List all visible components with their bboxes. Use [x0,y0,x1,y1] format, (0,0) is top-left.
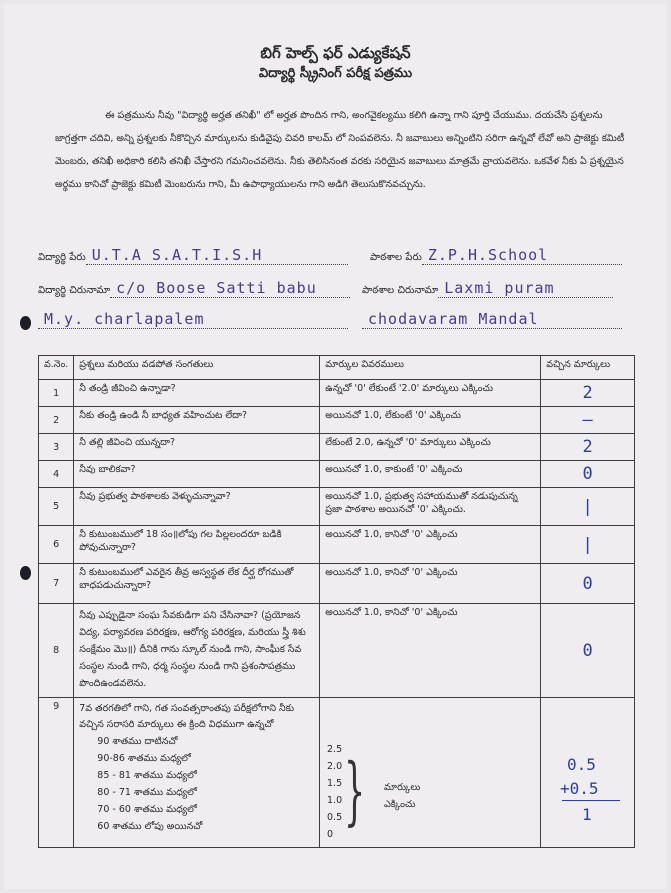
grade-item: 85 - 81 శాతము మధ్యలో [97,770,197,781]
grade-item: 90 శాతము దాటినచో [97,736,178,747]
address-line2-left-value: M.y. charlapalem [44,310,205,328]
grade-item: 90-86 శాతము మధ్యలో [97,753,191,764]
question: నీ కుటుంబములో 18 సం॥లోపు గల పిల్లలందరూ బడికి పోవుచున్నారా? [74,526,320,564]
table-row: 3 నీ తల్లి జీవించి యున్నదా? లేకుంటే 2.0, ఉన్నచో '0' మార్కులు ఎక్కించు 2 [39,434,635,461]
student-address-field[interactable] [38,279,350,298]
grade-list [79,733,314,835]
question-row9 [74,698,320,848]
marks-rule: అయినచో 1.0, కానిచో '0' ఎక్కించు [320,604,541,698]
question: నీవు ప్రభుత్వ పాఠశాలకు వెళ్ళుచున్నావా? [74,488,320,526]
address-line2-right-value: chodavaram Mandal [368,310,539,328]
marks-rule: అయినచో 1.0, కాకుంటే '0' ఎక్కించు [320,461,541,488]
school-address-label: పాఠశాల చిరునామా [362,285,439,296]
table-row: 6 నీ కుటుంబములో 18 సం॥లోపు గల పిల్లలందరూ బడికి పోవుచున్నారా? అయినచో 1.0, కానిచో '0' ఎక్కించు | [39,526,635,564]
punch-hole [20,316,31,330]
marks-rule: అయినచో 1.0, ప్రభుత్వ సహాయముతో నడుపుచున్న ప్రజా పాఠశాల అయినచో '0' ఎక్కించు. [320,488,541,526]
scale-value: 1.0 [327,795,343,806]
table-row: 1 నీ తండ్రి జీవించి ఉన్నాడా? ఉన్నచో '0' లేకుంటే '2.0' మార్కులు ఎక్కించు 2 [39,380,635,407]
row9-hand-score-3: 1 [582,805,592,824]
marks-rule: అయినచో 1.0, కానిచో '0' ఎక్కించు [320,526,541,564]
school-name-value: Z.P.H.School [427,246,549,264]
table-row: 2 నీకు తండ్రి ఉండి నీ బాధ్యత వహించుట లేదా? అయినచో 1.0, లేకుంటే '0' ఎక్కించు — [39,407,635,434]
question: నీవు బాలికవా? [74,461,320,488]
instructions-paragraph: ఈ పత్రమును నీవు "విద్యార్థి అర్హత తనిఖీ" లో అర్హత పొందిన గాని, అంగవైకల్యము కలిగి ఉన్నా గాని పూర్తి చేయుము. దయచేసి ప్రశ్నలను జాగ్రత్తగా చదివి, అన్ని ప్రశ్నలకు నీకొచ్చిన మార్కులను కుడివైపు చివరి కాలమ్ లో నింపవలెను. నీ జవాబులు అన్నింటిని సరిగా ఉన్నవో లేవో అని ప్రాజెక్టు కమిటీ మెంబరు, తనిఖీ అధికారి కలిసి తనిఖీ చేస్తారని గమనించవలెను. నీకు తెలిసినంత వరకు సరియైన జవాబులు మాత్రమే వ్రాయవలెను. ఒకవేళ నీకు ఏ ప్రశ్నయైన అర్థము కానిచో ప్రాజెక్టు కమిటీ మెంబరును గాని, మీ ఉపాధ్యాయులను గాని అడిగి తెలుసుకొనవచ్చును. [55,110,625,190]
form-title: విద్యార్థి స్క్రీనింగ్ పరీక్ష పత్రము [258,66,413,81]
question: 7వ తరగతిలో గాని, గత సంవత్సరాంతపు పరీక్షలోగాని నీకు వచ్చిన సరాసరి మార్కులు ఈ క్రింది విధముగా ఉన్నచో [79,703,294,730]
org-title: బిగ్ హెల్ప్ ఫర్ ఎడ్యుకేషన్ [260,44,411,62]
brace-glyph: } [344,748,366,834]
marks-rule: లేకుంటే 2.0, ఉన్నచో '0' మార్కులు ఎక్కించు [320,434,541,461]
grade-item: 80 - 71 శాతము మధ్యలో [97,787,197,798]
score-cell[interactable]: 0 [541,564,635,604]
score-cell[interactable]: — [541,407,635,434]
scale-value: 1.5 [327,778,343,789]
scale-value: 2.0 [327,761,343,772]
student-name-field[interactable] [38,246,348,265]
marks-rule: అయినచో 1.0, కానిచో '0' ఎక్కించు [320,564,541,604]
question: నీ తల్లి జీవించి యున్నదా? [74,434,320,461]
question: నీవు ఎప్పుడైనా సంఘ సేవకుడిగా పని చేసినావా? (ప్రయోజన విద్య, పర్యావరణ పరిరక్షణ, ఆరోగ్య పరిరక్షణ, మరియు స్త్రీ శిశు సంక్షేమం మొ॥) దీనికి గాను స్కూల్ నుండి గాని, సాంఘీక సేవ సంస్థల నుండి గాని, ధర్మ సంస్థల నుండి గాని ప్రశంసాపత్రము పొందిఉండవలెను. [74,604,320,698]
question: నీ తండ్రి జీవించి ఉన్నాడా? [74,380,320,407]
student-name-label: విద్యార్థి పేరు [38,252,86,263]
address-line2-right[interactable] [362,310,622,329]
scale-value: 0 [327,829,334,840]
table-row: 8 నీవు ఎప్పుడైనా సంఘ సేవకుడిగా పని చేసినావా? (ప్రయోజన విద్య, పర్యావరణ పరిరక్షణ, ఆరోగ్య పరిరక్షణ, మరియు స్త్రీ శిశు సంక్షేమం మొ॥) దీనికి గాను స్కూల్ నుండి గాని, సాంఘీక సేవ సంస్థల నుండి గాని, ధర్మ సంస్థల నుండి గాని ప్రశంసాపత్రము పొందిఉండవలెను. అయినచో 1.0, కానిచో '0' ఎక్కించు 0 [39,604,635,698]
score-cell[interactable]: | [541,526,635,564]
score-cell[interactable]: 0 [541,604,635,698]
score-cell[interactable]: 0 [541,461,635,488]
table-row: 5 నీవు ప్రభుత్వ పాఠశాలకు వెళ్ళుచున్నావా? అయినచో 1.0, ప్రభుత్వ సహాయముతో నడుపుచున్న ప్రజా పాఠశాల అయినచో '0' ఎక్కించు. | [39,488,635,526]
question: నీకు తండ్రి ఉండి నీ బాధ్యత వహించుట లేదా? [74,407,320,434]
school-address-value: Laxmi puram [444,279,555,297]
grade-item: 70 - 60 శాతము మధ్యలో [97,804,197,815]
school-name-field[interactable] [370,246,622,265]
student-address-value: c/o Boose Satti babu [116,279,317,297]
header-questions: ప్రశ్నలు మరియు వడపోత సంగతులు [74,356,320,380]
sum-line [562,800,620,801]
header-marks-detail: మార్కుల వివరములు [320,356,541,380]
address-line2-left[interactable] [38,310,348,329]
question: నీ కుటుంబములో ఎవరైన తీవ్ర అస్వస్థత లేక దీర్ఘ రోగముతో బాధపడుచున్నారా? [74,564,320,604]
header-marks-obtained: వచ్చిన మార్కులు [541,356,635,380]
scale-value: 2.5 [327,744,343,755]
table-row: 7 నీ కుటుంబములో ఎవరైన తీవ్ర అస్వస్థత లేక దీర్ఘ రోగముతో బాధపడుచున్నారా? అయినచో 1.0, కానిచో '0' ఎక్కించు 0 [39,564,635,604]
school-address-field[interactable] [362,279,613,298]
grade-item: 60 శాతము లోపు అయినచో [97,821,203,832]
table-row: 4 నీవు బాలికవా? అయినచో 1.0, కాకుంటే '0' ఎక్కించు 0 [39,461,635,488]
table-row: 9 7వ తరగతిలో గాని, గత సంవత్సరాంతపు పరీక్షలోగాని నీకు వచ్చిన సరాసరి మార్కులు ఈ క్రింది విధముగా ఉన్నచో 90 శాతము దాటినచో 90-86 శాతము మధ్యలో 85 - 81 శాతము మధ్యలో 80 - 71 శాతము మధ్యలో 70 - 60 శాతము మధ్యలో 60 శాతము లోపు అయినచో [39,698,635,848]
table-header [39,356,635,380]
header-sno: వ.నెం. [39,356,74,380]
scale-label: మార్కులు ఎక్కించు [384,782,421,810]
student-name-value: U.T.A S.A.T.I.S.H [91,246,263,264]
marks-scale [327,741,342,843]
student-address-label: విద్యార్థి చిరునామా [38,285,111,296]
score-cell[interactable]: | [541,488,635,526]
school-name-label: పాఠశాల పేరు [370,252,422,263]
score-cell[interactable]: 2 [541,434,635,461]
punch-hole [20,566,31,580]
row9-hand-score-1: 0.5 [567,755,596,774]
scale-value: 0.5 [327,812,343,823]
row9-hand-score-2: +0.5 [560,779,599,798]
marks-rule: ఉన్నచో '0' లేకుంటే '2.0' మార్కులు ఎక్కించు [320,380,541,407]
marks-rule: అయినచో 1.0, లేకుంటే '0' ఎక్కించు [320,407,541,434]
score-cell[interactable]: 2 [541,380,635,407]
